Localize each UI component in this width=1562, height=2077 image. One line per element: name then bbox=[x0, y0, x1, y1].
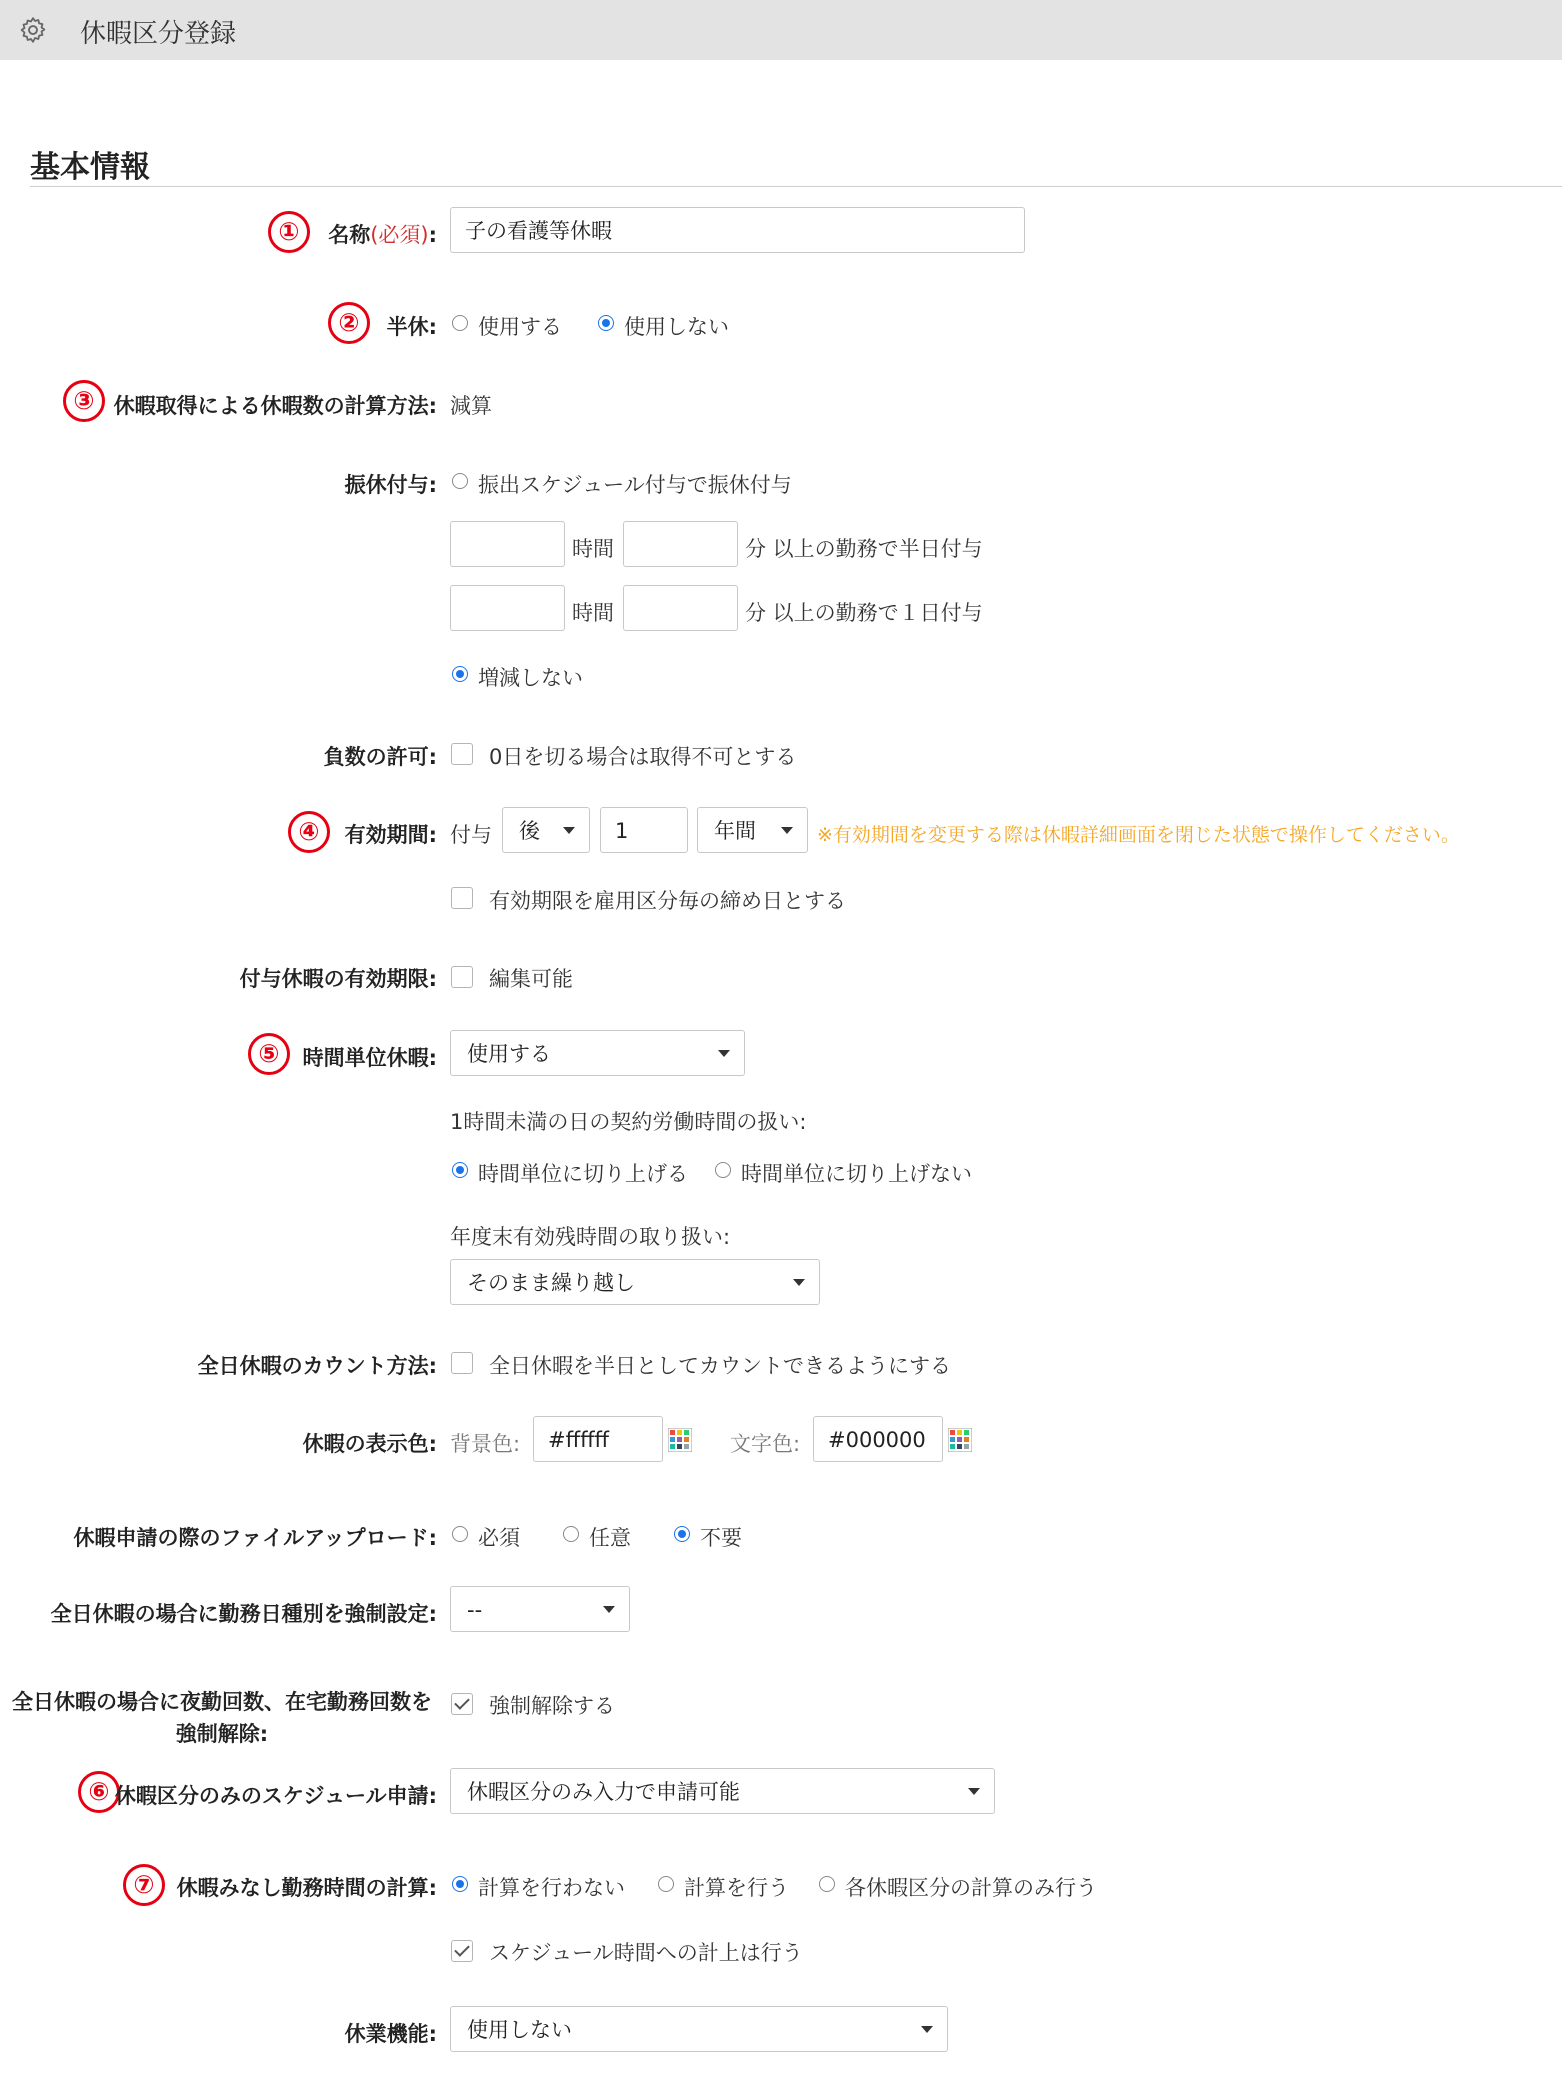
round-up-radio[interactable] bbox=[452, 1162, 468, 1178]
substitute-label: 振休付与: bbox=[344, 473, 437, 497]
validity-amount-input[interactable]: 1 bbox=[600, 807, 688, 853]
display-color-label: 休暇の表示色: bbox=[302, 1432, 437, 1456]
substitute-option-none: 増減しない bbox=[478, 666, 583, 690]
upload-required-radio[interactable] bbox=[452, 1526, 468, 1542]
deemed-calc-option: 計算を行う bbox=[684, 1876, 789, 1900]
force-release-label: 全日休暇の場合に夜勤回数、在宅勤務回数を強制解除: bbox=[12, 1690, 432, 1746]
half-hours-input[interactable] bbox=[450, 521, 565, 567]
half-day-option-use: 使用する bbox=[478, 315, 562, 339]
bg-color-input[interactable]: #ffffff bbox=[533, 1416, 663, 1462]
grant-expiry-label: 付与休暇の有効期限: bbox=[239, 967, 437, 991]
half-day-option-nouse: 使用しない bbox=[624, 315, 729, 339]
chevron-down-icon bbox=[921, 2026, 933, 2033]
schedule-time-checkbox-label: スケジュール時間への計上は行う bbox=[489, 1941, 803, 1965]
chevron-down-icon bbox=[781, 827, 793, 834]
calc-method-value: 減算 bbox=[450, 394, 492, 418]
calc-method-label: 休暇取得による休暇数の計算方法: bbox=[113, 394, 437, 418]
schedule-request-value: 休暇区分のみ入力で申請可能 bbox=[467, 1780, 740, 1804]
full-minutes-suffix: 分 以上の勤務で１日付与 bbox=[745, 601, 983, 625]
force-daytype-select[interactable] bbox=[450, 1586, 630, 1632]
validity-unit-select[interactable] bbox=[697, 807, 808, 853]
half-minutes-suffix: 分 以上の勤務で半日付与 bbox=[745, 537, 983, 561]
substitute-radio-grant[interactable] bbox=[452, 473, 468, 489]
deemed-calc-label: 休暇みなし勤務時間の計算: bbox=[176, 1876, 437, 1900]
negative-label: 負数の許可: bbox=[323, 745, 437, 769]
deemed-calc-radio[interactable] bbox=[658, 1876, 674, 1892]
hourly-label: 時間単位休暇: bbox=[302, 1046, 437, 1070]
upload-none-option: 不要 bbox=[700, 1526, 742, 1550]
no-round-up-option: 時間単位に切り上げない bbox=[741, 1162, 972, 1186]
force-release-checkbox[interactable] bbox=[451, 1693, 473, 1715]
leave-function-value: 使用しない bbox=[467, 2018, 572, 2042]
substitute-radio-none[interactable] bbox=[452, 666, 468, 682]
half-day-radio-nouse[interactable] bbox=[598, 315, 614, 331]
section-title: 基本情報 bbox=[30, 150, 150, 185]
round-up-option: 時間単位に切り上げる bbox=[478, 1162, 688, 1186]
no-round-up-radio[interactable] bbox=[715, 1162, 731, 1178]
schedule-time-checkbox[interactable] bbox=[451, 1940, 473, 1962]
half-day-label: 半休: bbox=[386, 315, 437, 339]
closing-date-checkbox[interactable] bbox=[451, 887, 473, 909]
validity-label: 有効期間: bbox=[344, 823, 437, 847]
palette-icon[interactable] bbox=[668, 1428, 692, 1452]
required-mark: (必須) bbox=[370, 223, 429, 247]
hourly-select-value: 使用する bbox=[467, 1042, 551, 1066]
fullday-count-checkbox-label: 全日休暇を半日としてカウントできるようにする bbox=[489, 1354, 951, 1378]
marker-2: ② bbox=[328, 302, 370, 344]
validity-unit-value: 年間 bbox=[714, 819, 756, 843]
deemed-no-calc-option: 計算を行わない bbox=[478, 1876, 625, 1900]
marker-7: ⑦ bbox=[123, 1864, 165, 1906]
name-label: 名称(必須): bbox=[328, 223, 437, 247]
closing-date-label: 有効期限を雇用区分毎の締め日とする bbox=[489, 889, 846, 913]
force-daytype-value: -- bbox=[467, 1598, 483, 1622]
grant-expiry-checkbox-label: 編集可能 bbox=[489, 967, 573, 991]
upload-none-radio[interactable] bbox=[674, 1526, 690, 1542]
validity-prefix: 付与 bbox=[450, 823, 492, 847]
carryover-select[interactable] bbox=[450, 1259, 820, 1305]
full-minutes-input[interactable] bbox=[623, 585, 738, 631]
section-divider bbox=[30, 186, 1562, 187]
force-daytype-label: 全日休暇の場合に勤務日種別を強制設定: bbox=[50, 1602, 437, 1626]
chevron-down-icon bbox=[793, 1279, 805, 1286]
full-hours-input[interactable] bbox=[450, 585, 565, 631]
title-bar bbox=[0, 0, 1562, 60]
marker-1: ① bbox=[268, 211, 310, 253]
gear-icon[interactable] bbox=[18, 15, 48, 45]
schedule-request-label: 休暇区分のみのスケジュール申請: bbox=[114, 1784, 437, 1808]
palette-icon[interactable] bbox=[948, 1428, 972, 1452]
half-day-radio-use[interactable] bbox=[452, 315, 468, 331]
negative-checkbox-label: 0日を切る場合は取得不可とする bbox=[489, 745, 797, 769]
hourly-sub1-label: 1時間未満の日の契約労働時間の扱い: bbox=[450, 1110, 807, 1134]
marker-5: ⑤ bbox=[248, 1033, 290, 1075]
deemed-each-option: 各休暇区分の計算のみ行う bbox=[845, 1876, 1097, 1900]
half-minutes-input[interactable] bbox=[623, 521, 738, 567]
chevron-down-icon bbox=[563, 827, 575, 834]
marker-3: ③ bbox=[63, 380, 105, 422]
fullday-count-label: 全日休暇のカウント方法: bbox=[197, 1354, 437, 1378]
upload-optional-option: 任意 bbox=[589, 1526, 631, 1550]
chevron-down-icon bbox=[603, 1606, 615, 1613]
fg-color-input[interactable]: #000000 bbox=[813, 1416, 943, 1462]
fullday-count-checkbox[interactable] bbox=[451, 1352, 473, 1374]
chevron-down-icon bbox=[718, 1050, 730, 1057]
marker-4: ④ bbox=[288, 811, 330, 853]
page-title: 休暇区分登録 bbox=[80, 19, 237, 49]
leave-function-label: 休業機能: bbox=[344, 2022, 437, 2046]
fg-color-label: 文字色: bbox=[730, 1432, 801, 1456]
validity-when-value: 後 bbox=[519, 819, 540, 843]
full-hours-unit: 時間 bbox=[572, 601, 614, 625]
leave-function-select[interactable] bbox=[450, 2006, 948, 2052]
deemed-no-calc-radio[interactable] bbox=[452, 1876, 468, 1892]
hourly-select[interactable] bbox=[450, 1030, 745, 1076]
force-release-checkbox-label: 強制解除する bbox=[489, 1694, 615, 1718]
grant-expiry-checkbox[interactable] bbox=[451, 966, 473, 988]
hourly-sub2-label: 年度末有効残時間の取り扱い: bbox=[450, 1225, 731, 1249]
name-input[interactable]: 子の看護等休暇 bbox=[450, 207, 1025, 253]
negative-checkbox[interactable] bbox=[451, 743, 473, 765]
file-upload-label: 休暇申請の際のファイルアップロード: bbox=[73, 1526, 437, 1550]
substitute-option-grant: 振出スケジュール付与で振休付与 bbox=[478, 473, 792, 497]
validity-warning: ※有効期間を変更する際は休暇詳細画面を閉じた状態で操作してください。 bbox=[817, 824, 1460, 846]
schedule-request-select[interactable] bbox=[450, 1768, 995, 1814]
marker-6: ⑥ bbox=[78, 1771, 120, 1813]
upload-optional-radio[interactable] bbox=[563, 1526, 579, 1542]
carryover-select-value: そのまま繰り越し bbox=[467, 1271, 635, 1295]
half-hours-unit: 時間 bbox=[572, 537, 614, 561]
chevron-down-icon bbox=[968, 1788, 980, 1795]
validity-when-select[interactable] bbox=[502, 807, 590, 853]
upload-required-option: 必須 bbox=[478, 1526, 520, 1550]
bg-color-label: 背景色: bbox=[450, 1432, 521, 1456]
deemed-each-radio[interactable] bbox=[819, 1876, 835, 1892]
